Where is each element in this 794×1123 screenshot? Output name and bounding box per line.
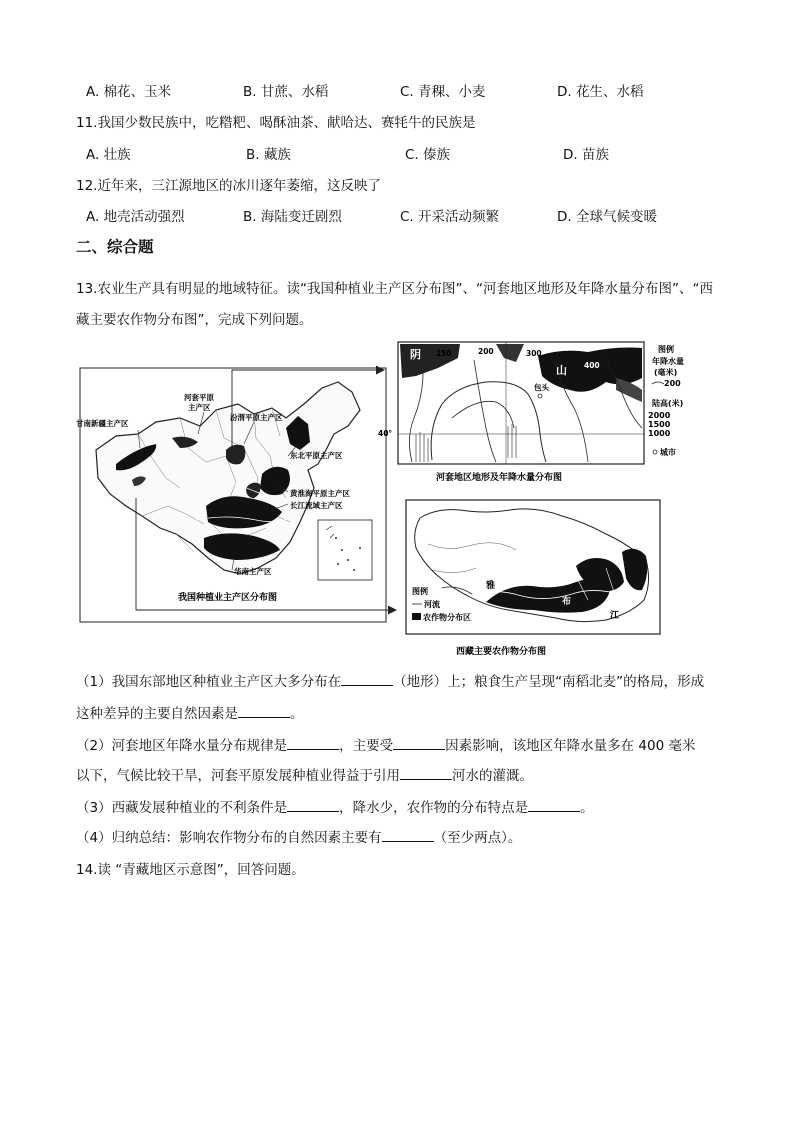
answer-blank-8[interactable] xyxy=(382,829,434,842)
q11-option-b: B. 藏族 xyxy=(246,147,291,163)
section-title: 二、综合题 xyxy=(76,238,154,256)
q10-option-b: B. 甘蔗、水稻 xyxy=(243,84,329,100)
label-huanan: 华南主产区 xyxy=(234,567,272,576)
answer-blank-1[interactable] xyxy=(341,673,393,686)
hetao-legend xyxy=(648,344,684,457)
label-ya: 雅 xyxy=(486,581,496,591)
legend-elev-title: 陆高(米) xyxy=(652,399,684,408)
q12-option-a: A. 地壳活动强烈 xyxy=(86,209,185,225)
legend-precip-sample: 200 xyxy=(664,379,681,388)
q13-sub2-text-a: （2）河套地区年降水量分布规律是 xyxy=(76,738,288,754)
isohyet-300: 300 xyxy=(526,349,542,358)
label-hetao: 河套平原 xyxy=(184,393,214,402)
label-fenwei: 汾渭平原主产区 xyxy=(230,413,283,422)
q13-sub2-text-d: 以下，气候比较干旱，河套平原发展种植业得益于引用 xyxy=(76,768,400,784)
label-yin: 阴 xyxy=(410,348,421,361)
label-changjiang: 长江流域主产区 xyxy=(290,501,343,510)
legend-elev-2000: 2000 xyxy=(648,411,671,420)
tibet-legend-crop: 农作物分布区 xyxy=(423,613,471,622)
label-bu: 布 xyxy=(562,597,572,607)
label-gannan: 甘南新疆主产区 xyxy=(76,419,129,428)
tibet-map xyxy=(406,500,660,657)
q13-stem-line2: 藏主要农作物分布图”，完成下列问题。 xyxy=(76,312,313,328)
q13-stem-line1: 13.农业生产具有明显的地域特征。读“我国种植业主产区分布图”、“河套地区地形及年降水量分布图”、“西 xyxy=(76,281,713,297)
q11-stem: 11.我国少数民族中，吃糌粑、喝酥油茶、献哈达、赛牦牛的民族是 xyxy=(76,115,476,131)
q13-sub4-text-a: （4）归纳总结：影响农作物分布的自然因素主要有 xyxy=(76,830,382,846)
q13-sub1-text-b: （地形）上；粮食生产呈现“南稻北麦”的格局，形成 xyxy=(393,674,705,690)
q13-sub4-text-b: （至少两点）。 xyxy=(433,830,522,846)
hetao-map xyxy=(378,342,684,483)
label-dongbei: 东北平原主产区 xyxy=(290,451,343,460)
isohyet-150: 150 xyxy=(436,349,452,358)
q13-sub1-text-a: （1）我国东部地区种植业主产区大多分布在 xyxy=(76,674,342,690)
legend-precip-unit: (毫米) xyxy=(654,368,678,377)
q13-sub4 xyxy=(76,829,521,847)
q13-sub1-line2 xyxy=(76,705,304,723)
label-huanghuaihai: 黄淮海平原主产区 xyxy=(290,489,350,498)
answer-blank-3[interactable] xyxy=(287,737,339,750)
q13-sub2-line1 xyxy=(76,737,695,755)
answer-blank-4[interactable] xyxy=(393,737,445,750)
q13-sub2-text-e: 河水的灌溉。 xyxy=(452,768,533,784)
tibet-legend-title: 图例 xyxy=(412,587,428,596)
legend-precip-title: 年降水量 xyxy=(652,357,684,366)
label-hetao-2: 主产区 xyxy=(188,403,211,412)
q13-sub1-line1 xyxy=(76,673,704,691)
q13-sub3-text-b: ，降水少，农作物的分布特点是 xyxy=(339,800,529,816)
tibet-map-caption: 西藏主要农作物分布图 xyxy=(456,647,547,657)
legend-title: 图例 xyxy=(658,345,674,354)
legend-elev-1000: 1000 xyxy=(648,429,671,438)
q12-option-b: B. 海陆变迁剧烈 xyxy=(243,209,342,225)
q10-option-d: D. 花生、水稻 xyxy=(557,84,644,100)
hetao-map-caption: 河套地区地形及年降水量分布图 xyxy=(436,473,563,483)
q13-sub1-text-d: 。 xyxy=(290,706,304,722)
q11-option-d: D. 苗族 xyxy=(563,147,609,163)
q13-sub2-line2 xyxy=(76,767,533,785)
isohyet-400: 400 xyxy=(584,361,600,370)
isohyet-200: 200 xyxy=(478,347,494,356)
latitude-40: 40° xyxy=(378,429,393,438)
answer-blank-7[interactable] xyxy=(528,799,580,812)
q13-sub3 xyxy=(76,799,594,817)
answer-blank-2[interactable] xyxy=(238,705,290,718)
q14-stem: 14.读 “青藏地区示意图”，回答问题。 xyxy=(76,862,305,878)
answer-blank-6[interactable] xyxy=(287,799,339,812)
q13-sub1-text-c: 这种差异的主要自然因素是 xyxy=(76,706,238,722)
label-baotou: 包头 xyxy=(534,383,549,392)
q11-option-a: A. 壮族 xyxy=(86,147,131,163)
q11-option-c: C. 傣族 xyxy=(405,147,451,163)
q10-option-c: C. 青稞、小麦 xyxy=(400,84,486,100)
q12-option-d: D. 全球气候变暖 xyxy=(557,209,657,225)
q13-sub2-text-b: ，主要受 xyxy=(339,738,394,754)
china-map-caption: 我国种植业主产区分布图 xyxy=(178,593,278,603)
label-shan: 山 xyxy=(556,364,567,377)
q13-sub3-text-a: （3）西藏发展种植业的不利条件是 xyxy=(76,800,288,816)
tibet-legend-river: 河流 xyxy=(424,600,440,609)
q12-stem: 12.近年来，三江源地区的冰川逐年萎缩，这反映了 xyxy=(76,178,381,194)
legend-city: 城市 xyxy=(660,448,676,457)
q13-sub3-text-c: 。 xyxy=(580,800,594,816)
q13-figure xyxy=(76,338,684,660)
china-planting-map xyxy=(76,368,386,622)
label-jiang: 江 xyxy=(610,611,620,621)
q10-option-a: A. 棉花、玉米 xyxy=(86,84,172,100)
legend-elev-1500: 1500 xyxy=(648,420,671,429)
answer-blank-5[interactable] xyxy=(400,767,452,780)
q13-sub2-text-c: 因素影响，该地区年降水量多在 400 毫米 xyxy=(445,738,696,754)
q12-option-c: C. 开采活动频繁 xyxy=(400,209,500,225)
